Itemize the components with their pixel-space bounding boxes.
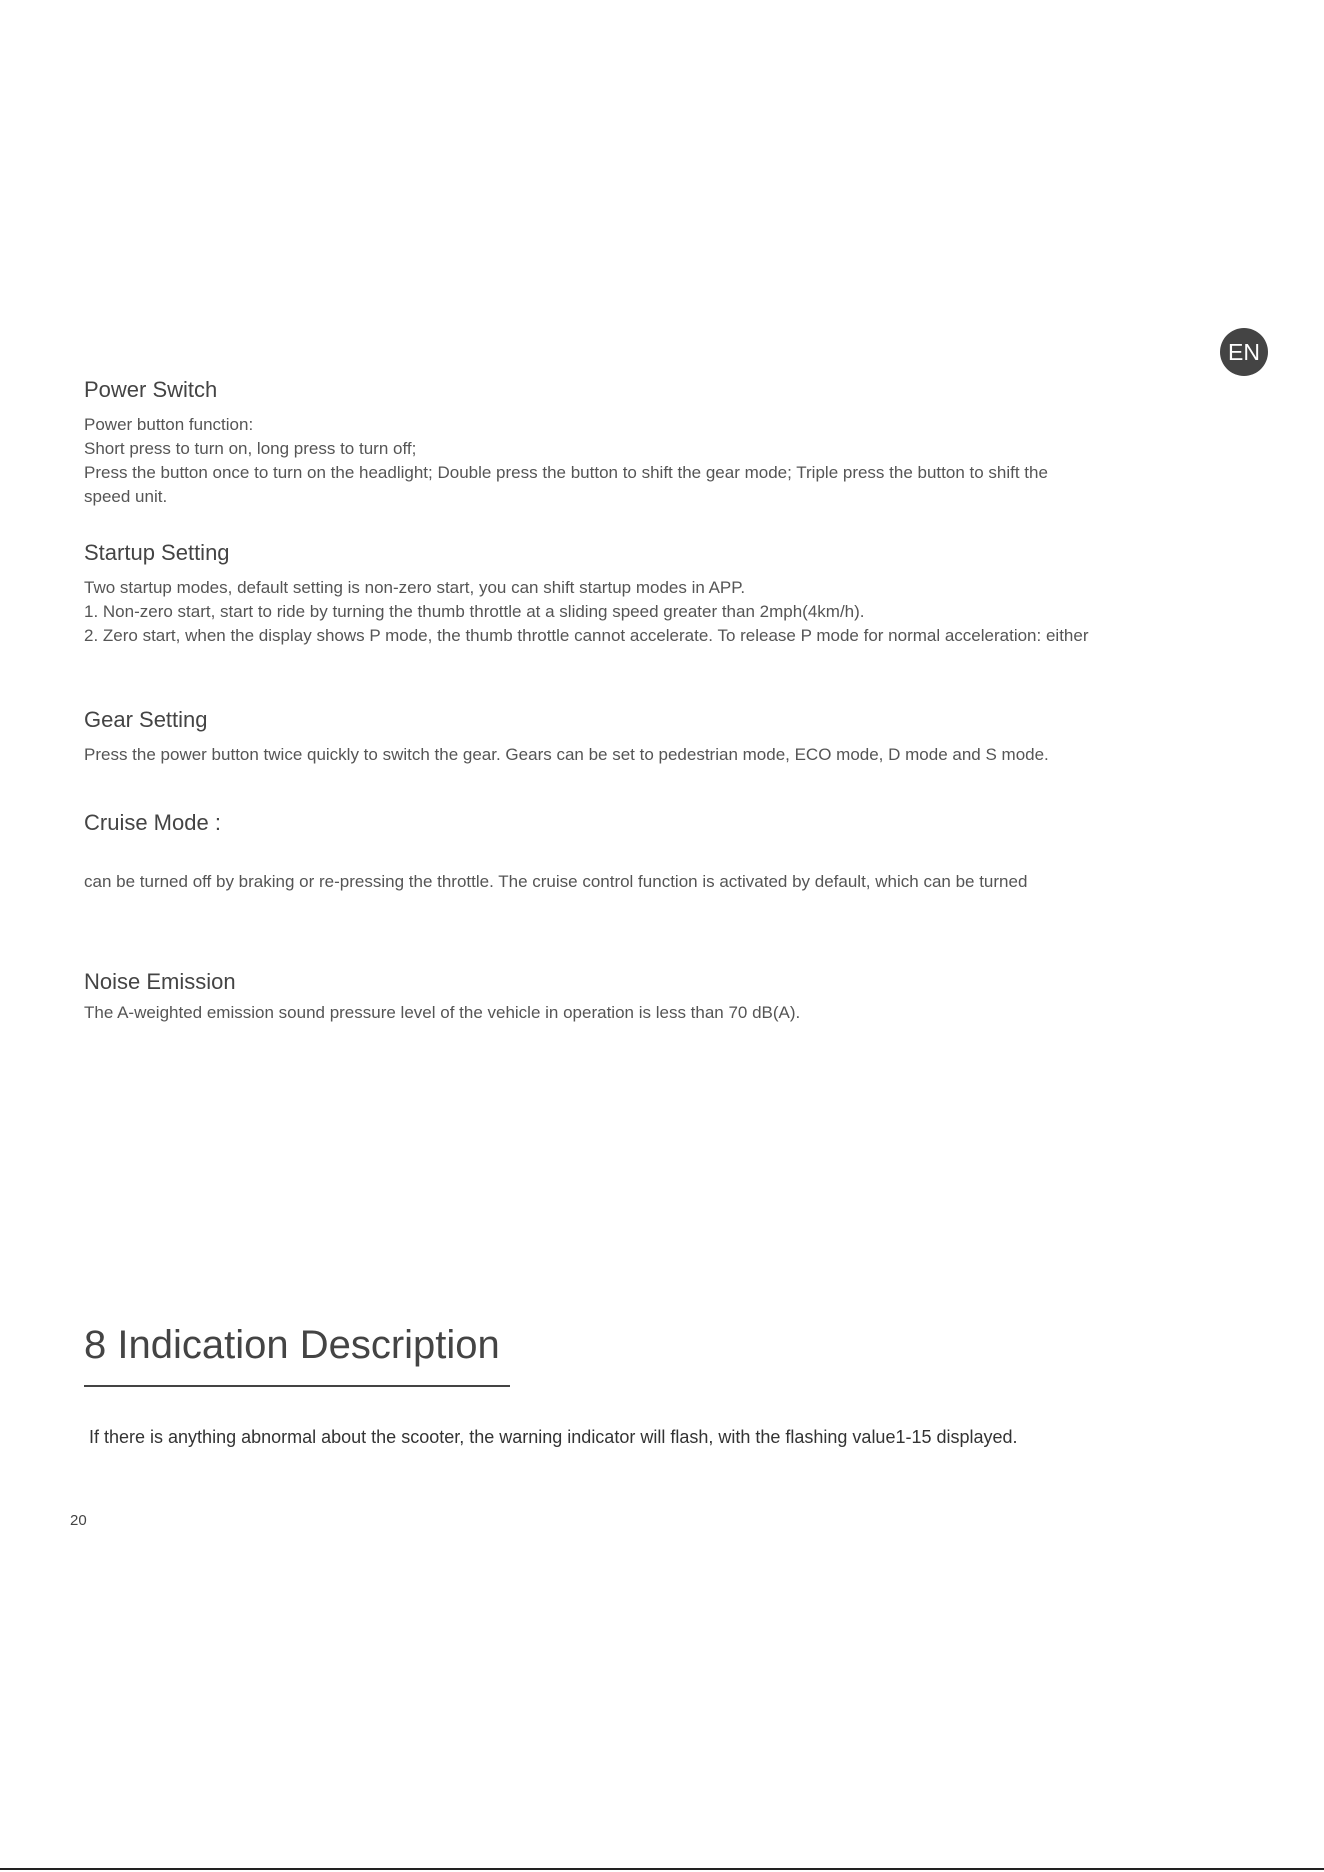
text-line: 2. Zero start, when the display shows P mode, the thumb throttle cannot accelerate. To release P mode for normal acceleration: either	[84, 626, 1089, 645]
chapter-divider	[84, 1385, 510, 1387]
section-body	[84, 413, 1244, 509]
text-line: Press the power button twice quickly to switch the gear. Gears can be set to pedestrian mode, ECO mode, D mode and S mode.	[84, 745, 1049, 764]
page-number: 20	[70, 1512, 87, 1529]
text-line: Short press to turn on, long press to turn off;	[84, 439, 417, 458]
text-line: The A-weighted emission sound pressure level of the vehicle in operation is less than 70 dB(A).	[84, 1003, 801, 1022]
section-power-switch	[84, 375, 1244, 509]
text-line: Press the button once to turn on the headlight; Double press the button to shift the gear mode; Triple press the button to shift the	[84, 463, 1048, 482]
section-title: Gear Setting	[84, 707, 208, 732]
section-gear-setting	[84, 705, 1244, 767]
text-line: Power button function:	[84, 415, 254, 434]
section-title: Noise Emission	[84, 969, 236, 994]
section-title: Power Switch	[84, 377, 218, 402]
chapter-heading	[84, 1320, 500, 1370]
section-noise-emission	[84, 967, 1244, 1025]
section-title: Cruise Mode :	[84, 810, 221, 835]
text-line: speed unit.	[84, 487, 168, 506]
language-badge: EN	[1220, 328, 1268, 376]
chapter-text: If there is anything abnormal about the scooter, the warning indicator will flash, with the flashing value1-15 displayed.	[89, 1427, 1018, 1447]
section-body	[84, 870, 1244, 894]
chapter-title: 8 Indication Description	[84, 1323, 500, 1367]
section-body	[84, 743, 1244, 767]
text-line: can be turned off by braking or re-pressing the throttle. The cruise control function is activated by default, which can be turned	[84, 872, 1028, 891]
text-line: Two startup modes, default setting is non-zero start, you can shift startup modes in APP.	[84, 578, 746, 597]
text-line: 1. Non-zero start, start to ride by turning the thumb throttle at a sliding speed greater than 2mph(4km/h).	[84, 602, 865, 621]
section-startup-setting	[84, 538, 1244, 648]
section-body	[84, 1001, 1244, 1025]
bottom-divider	[0, 1868, 1324, 1870]
section-cruise-mode	[84, 808, 1244, 894]
section-body	[84, 576, 1244, 648]
section-title: Startup Setting	[84, 540, 230, 565]
